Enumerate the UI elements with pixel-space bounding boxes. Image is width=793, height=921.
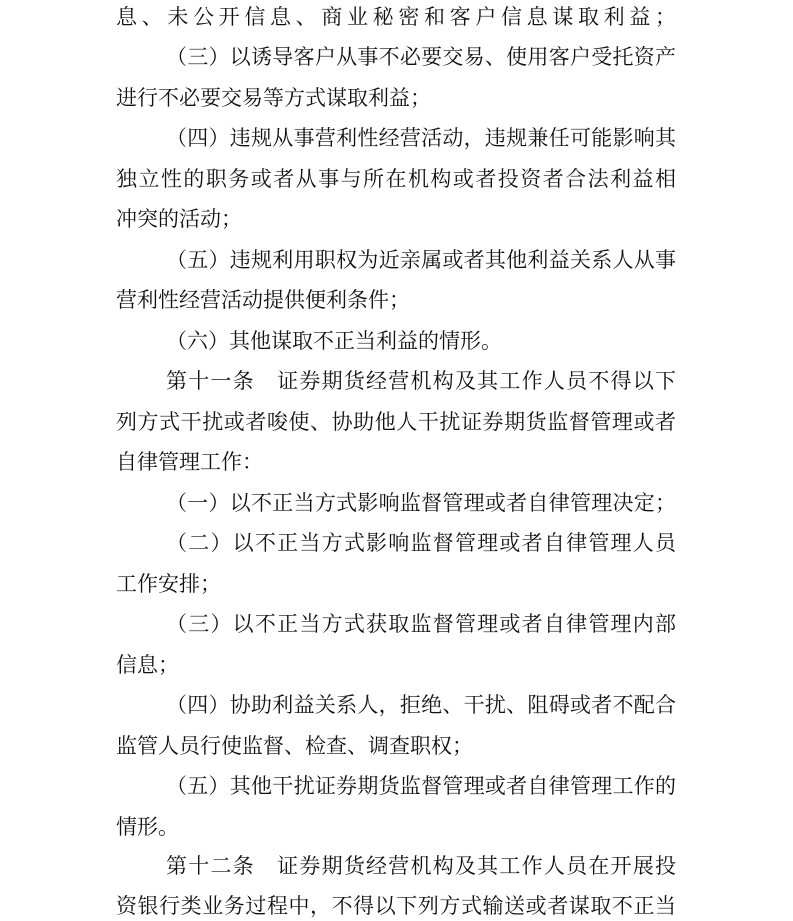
text-line: 冲突的活动； xyxy=(116,207,242,231)
text-line: 进行不必要交易等方式谋取利益； xyxy=(116,86,431,110)
text-line: （五）违规利用职权为近亲属或者其他利益关系人从事 xyxy=(166,248,676,272)
text-line: 信息； xyxy=(116,653,179,677)
text-line: 营利性经营活动提供便利条件； xyxy=(116,288,410,312)
text-line: （五）其他干扰证券期货监督管理或者自律管理工作的 xyxy=(166,774,676,798)
article-heading-line: 第十一条 证券期货经营机构及其工作人员不得以下 xyxy=(166,369,676,393)
text-line: （四）协助利益关系人，拒绝、干扰、阻碍或者不配合 xyxy=(166,693,676,717)
text-line: （六）其他谋取不正当利益的情形。 xyxy=(166,329,502,353)
text-line: 自律管理工作： xyxy=(116,450,263,474)
text-line: （三）以诱导客户从事不必要交易、使用客户受托资产 xyxy=(166,45,676,69)
text-line: 监管人员行使监督、检查、调查职权； xyxy=(116,734,473,758)
text-line: 工作安排； xyxy=(116,572,221,596)
text-line: 情形。 xyxy=(116,815,179,839)
text-line: 息、未公开信息、商业秘密和客户信息谋取利益； xyxy=(116,5,676,29)
text-line: 资银行类业务过程中，不得以下列方式输送或者谋取不正当 xyxy=(116,894,676,918)
text-line: （三）以不正当方式获取监督管理或者自律管理内部 xyxy=(166,612,676,636)
article-heading-line: 第十二条 证券期货经营机构及其工作人员在开展投 xyxy=(166,854,676,878)
text-line: 独立性的职务或者从事与所在机构或者投资者合法利益相 xyxy=(116,167,676,191)
text-line: （二）以不正当方式影响监督管理或者自律管理人员 xyxy=(166,531,676,555)
text-line: （一）以不正当方式影响监督管理或者自律管理决定； xyxy=(166,491,676,515)
text-line: （四）违规从事营利性经营活动，违规兼任可能影响其 xyxy=(166,126,676,150)
text-line: 列方式干扰或者唆使、协助他人干扰证券期货监督管理或者 xyxy=(116,410,676,434)
